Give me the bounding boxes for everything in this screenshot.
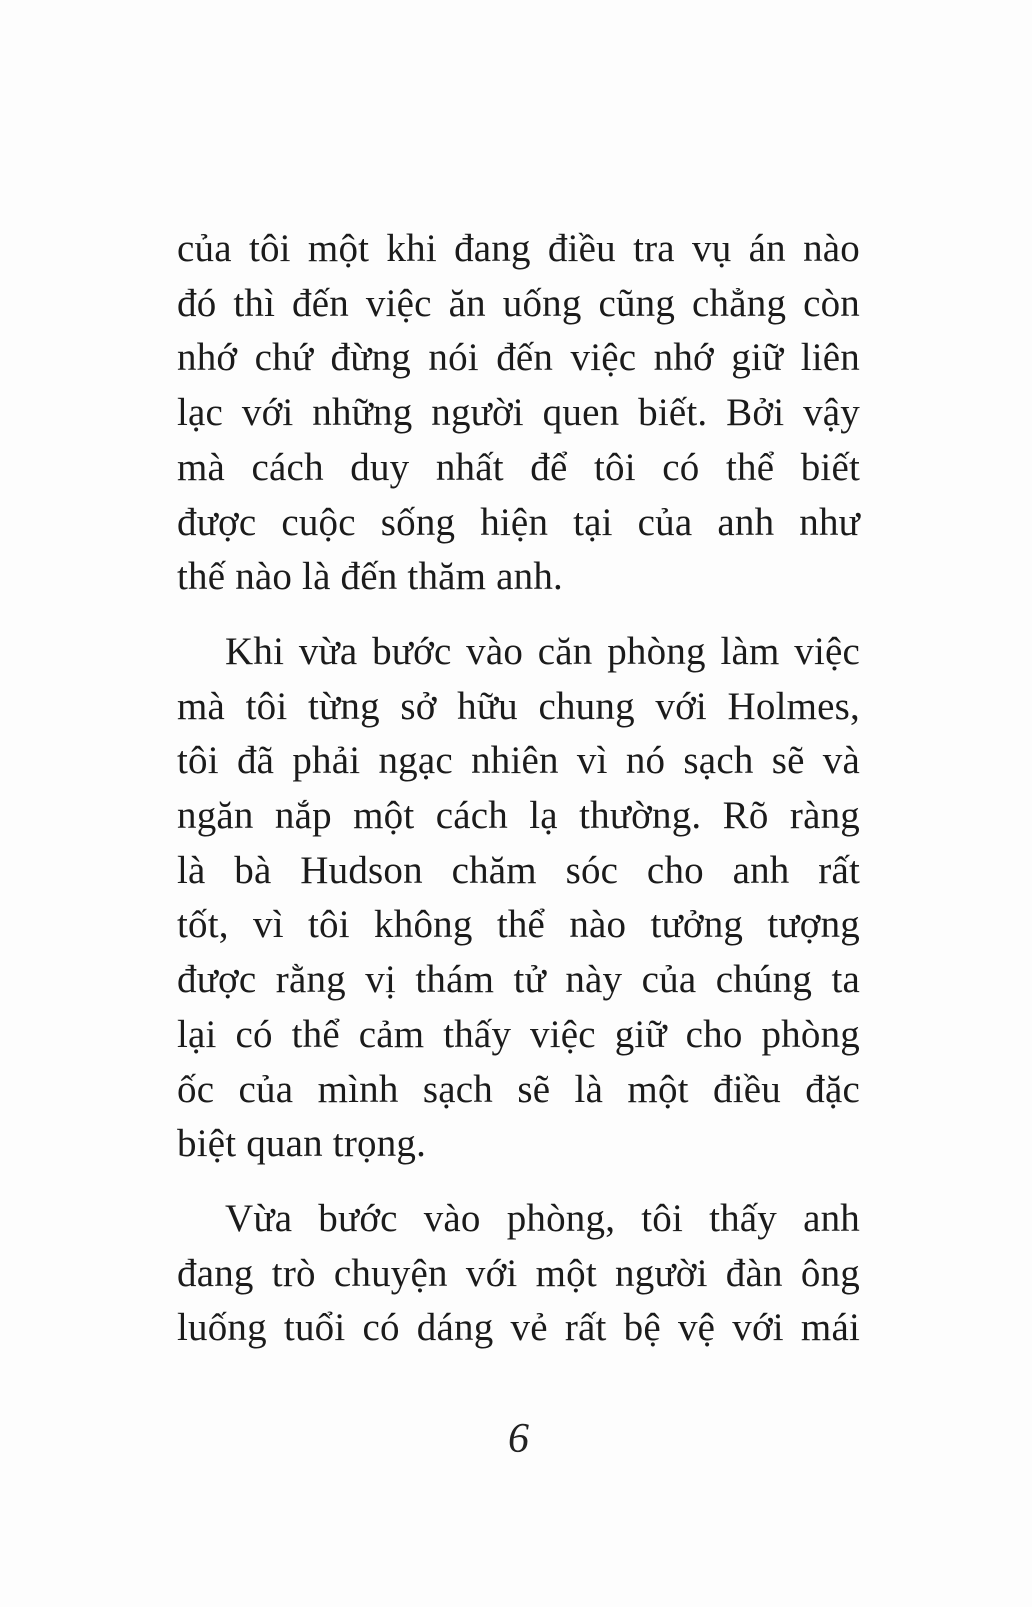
text-line: lại có thể cảm thấy việc giữ cho phòng [177,1012,860,1056]
text-line: được cuộc sống hiện tại của anh như [177,500,860,544]
text-line: là bà Hudson chăm sóc cho anh rất [177,848,860,892]
text-line: mà cách duy nhất để tôi có thể biết [177,445,860,489]
page-text [177,222,860,1356]
text-line: thế nào là đến thăm anh. [177,555,564,599]
text-line: Vừa bước vào phòng, tôi thấy anh [225,1196,860,1240]
text-line: đó thì đến việc ăn uống cũng chẳng còn [177,281,860,325]
page-number: 6 [508,1416,529,1462]
text-line: được rằng vị thám tử này của chúng ta [177,958,860,1002]
text-line: Khi vừa bước vào căn phòng làm việc [225,629,860,673]
text-line: tốt, vì tôi không thể nào tưởng tượng [177,903,860,947]
text-line: tôi đã phải ngạc nhiên vì nó sạch sẽ và [177,739,860,783]
paragraph [177,625,860,1172]
text-line: đang trò chuyện với một người đàn ông [177,1251,860,1295]
text-line: lạc với những người quen biết. Bởi vậy [177,391,860,435]
text-line: của tôi một khi đang điều tra vụ án nào [177,227,860,270]
paragraph [177,222,860,605]
text-line: biệt quan trọng. [177,1122,427,1166]
text-line: luống tuổi có dáng vẻ rất bệ vệ với mái [177,1306,860,1350]
text-line: ốc của mình sạch sẽ là một điều đặc [177,1067,860,1111]
text-line: mà tôi từng sở hữu chung với Holmes, [177,684,860,728]
text-line: ngăn nắp một cách lạ thường. Rõ ràng [177,794,860,838]
text-line: nhớ chứ đừng nói đến việc nhớ giữ liên [177,336,860,380]
paragraph [177,1192,860,1356]
